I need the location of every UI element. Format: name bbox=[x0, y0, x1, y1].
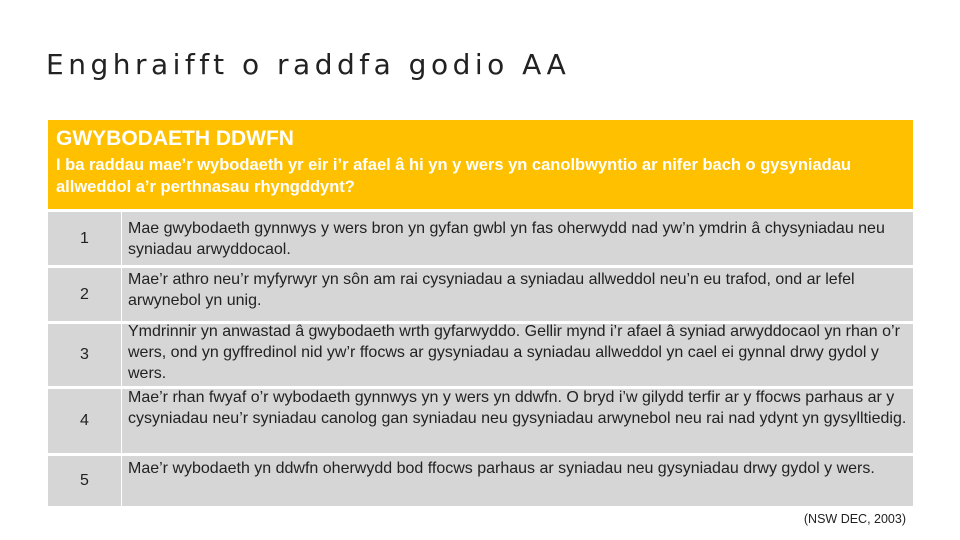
row-text-3: Ymdrinnir yn anwastad â gwybodaeth wrth gyfarwyddo. Gellir mynd i’r afael â syniad arwyddocaol yn rhan o’r wers, ond yn gyffredinol nid yw’r ffocws ar gysyniadau a syniadau allweddol yn cael ei gynnal drwy gydol y wers. bbox=[128, 323, 900, 382]
table-header bbox=[48, 120, 913, 209]
coding-scale-table bbox=[48, 120, 913, 503]
row-number-4: 4 bbox=[48, 389, 121, 453]
header-title: GWYBODAETH DDWFN bbox=[56, 127, 294, 150]
row-number-2: 2 bbox=[48, 268, 121, 321]
row-number-5: 5 bbox=[48, 456, 121, 506]
row-number-3: 3 bbox=[48, 324, 121, 386]
row-number-1: 1 bbox=[48, 212, 121, 265]
row-text-5: Mae’r wybodaeth yn ddwfn oherwydd bod ffocws parhaus ar syniadau neu gysyniadau drwy gydol y wers. bbox=[128, 460, 875, 477]
citation: (NSW DEC, 2003) bbox=[803, 512, 906, 526]
page-title: Enghraifft o raddfa godio AA bbox=[46, 48, 571, 81]
header-question: I ba raddau mae’r wybodaeth yr eir i’r afael â hi yn y wers yn canolbwyntio ar nifer bach o gysyniadau allweddol a’r perthnasau rhyngddynt? bbox=[56, 156, 851, 196]
row-text-2: Mae’r athro neu’r myfyrwyr yn sôn am rai cysyniadau a syniadau allweddol neu’n eu trafod, ond ar lefel arwynebol yn unig. bbox=[128, 271, 855, 309]
row-text-1: Mae gwybodaeth gynnwys y wers bron yn gyfan gwbl yn fas oherwydd nad yw’n ymdrin â chysyniadau neu syniadau arwyddocaol. bbox=[128, 220, 885, 258]
row-text-4: Mae’r rhan fwyaf o’r wybodaeth gynnwys yn y wers yn ddwfn. O bryd i’w gilydd terfir ar y ffocws parhaus ar y cysyniadau neu’r syniadau canolog gan syniadau neu gysyniadau arwynebol neu rai nad ydynt yn gysylltiedig. bbox=[128, 389, 907, 427]
table-body bbox=[48, 209, 913, 503]
